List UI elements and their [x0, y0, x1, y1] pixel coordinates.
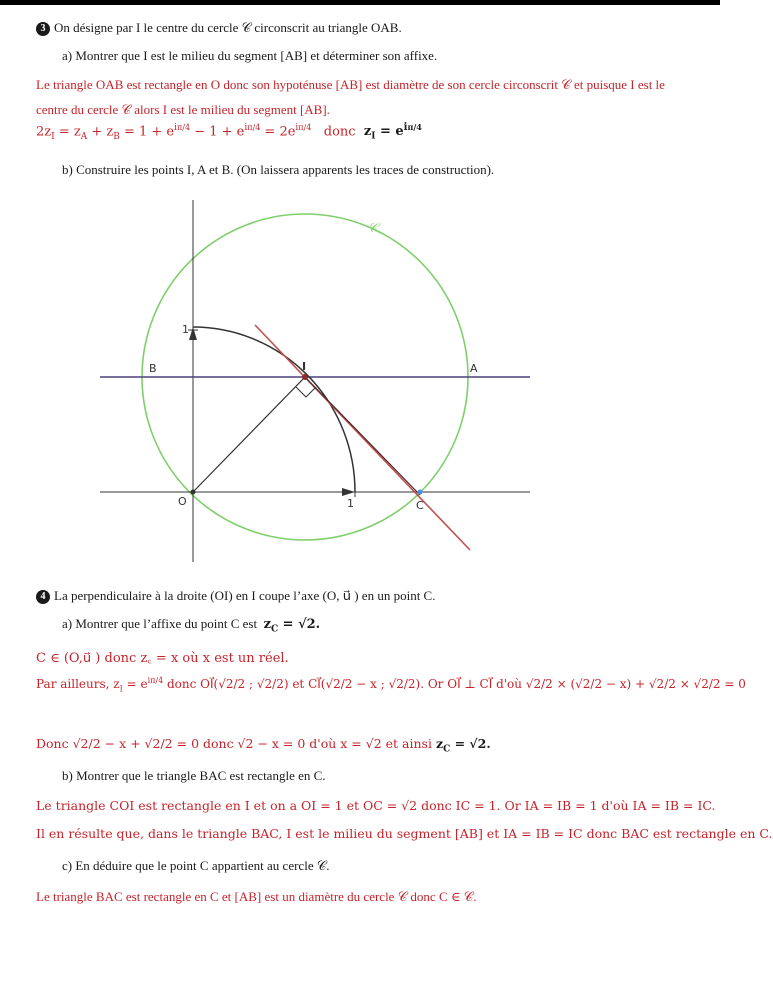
q4-badge: 4 — [36, 590, 50, 604]
label-I: I — [302, 360, 307, 373]
dou-text: d'où — [496, 677, 522, 691]
q4-donc-line: Donc √2/2 − x + √2/2 = 0 donc √2 − x = 0 d'où x = √2 et ainsi $z_C = √2$. — [36, 736, 491, 755]
par-ailleurs-text: Par ailleurs, — [36, 677, 110, 691]
donc-line-1: Donc — [36, 736, 69, 751]
q4-a-question-value: z — [263, 617, 271, 632]
donc-OI-text: donc — [167, 677, 197, 691]
q4-par-ailleurs: Par ailleurs, $z_I = e^{i\pi/4}$ donc OI⃗(√2/2 ; √2/2) et CI⃗(√2/2 − x ; √2/2). Or OI⃗ ⊥ CI⃗ d'où √2/2 × (√2/2 − x) + √2/2 × √2/2 = 0 — [36, 676, 746, 694]
et-CI-text: et — [292, 677, 305, 691]
q3-a-answer-1: Le triangle OAB est rectangle en O donc son hypoténuse [AB] est diamètre de son cercle circonscrit 𝒞 et puisque I est le — [36, 77, 665, 92]
label-y-one: 1 — [182, 323, 189, 336]
q3-badge: 3 — [36, 22, 50, 36]
q3-title — [36, 20, 402, 36]
formula-rhs: = z — [58, 124, 81, 140]
q4-a-question: a) Montrer que l’affixe du point C est $z_C = √2$. — [62, 616, 321, 635]
eq-zero-text: = 0 — [724, 677, 746, 691]
q4-c-answer: Le triangle BAC est rectangle en C et [AB] est un diamètre du cercle 𝒞 donc C ∈ 𝒞. — [36, 889, 477, 904]
formula-result: z — [363, 124, 372, 140]
label-x-one: 1 — [347, 497, 354, 510]
q4-a-question-text: a) Montrer que l’affixe du point C est — [62, 616, 258, 631]
geometry-figure — [0, 190, 720, 570]
donc-line-2: = 0 donc — [176, 736, 234, 751]
q3-b-question: b) Construire les points I, A et B. (On laissera apparents les traces de construction). — [62, 162, 495, 177]
label-O: O — [178, 495, 187, 508]
segment-IC — [305, 377, 420, 495]
q3-a-formula: $2z_I = z_A + z_B = 1 + e^{i\pi/4} - 1 + e^{i\pi/4} = 2e^{i\pi/4}$ donc $z_I = e^{i\pi/4}$ — [36, 122, 422, 142]
point-O — [191, 490, 196, 495]
x-axis-arrow — [342, 488, 355, 496]
label-B: B — [149, 362, 157, 375]
formula-lhs: 2z — [36, 124, 52, 140]
donc-line-3: d'où — [309, 736, 337, 751]
q4-b-answer-1: Le triangle COI est rectangle en I et on a OI = 1 et OC = √2 donc IC = 1. Or IA = IB = 1 d'où IA = IB = IC. — [36, 798, 716, 813]
q3-a-question: a) Montrer que I est le milieu du segment [AB] et déterminer son affixe. — [62, 48, 438, 63]
point-I — [302, 374, 308, 380]
top-border — [0, 0, 720, 5]
point-C — [418, 490, 423, 495]
q4-title-text: La perpendiculaire à la droite (OI) en I coupe l’axe (O, u⃗ ) en un point C. — [54, 588, 436, 603]
y-axis-arrow — [189, 327, 197, 340]
q4-b-answer-2: Il en résulte que, dans le triangle BAC, I est le milieu du segment [AB] et IA = IB = IC donc BAC est rectangle en C. — [36, 826, 773, 841]
label-C: C — [416, 499, 424, 512]
formula-donc: donc — [323, 124, 356, 140]
q3-title-text: On désigne par I le centre du cercle 𝒞 circonscrit au triangle OAB. — [54, 20, 402, 35]
label-A: A — [470, 362, 478, 375]
label-circle: 𝒞 — [368, 221, 378, 236]
donc-line-4: et ainsi — [385, 736, 432, 751]
or-text: Or — [427, 677, 444, 691]
perpendicular-line — [255, 325, 470, 550]
q4-c-line: C ∈ (O,u⃗ ) donc z꜀ = x où x est un réel. — [36, 651, 289, 666]
q4-title — [36, 588, 435, 604]
segment-OI — [193, 377, 305, 492]
q4-b-question: b) Montrer que le triangle BAC est rectangle en C. — [62, 768, 326, 783]
q4-c-question: c) En déduire que le point C appartient au cercle 𝒞. — [62, 858, 330, 873]
right-angle-marker — [296, 387, 316, 397]
q3-a-answer-2: centre du cercle 𝒞 alors I est le milieu du segment [AB]. — [36, 102, 330, 117]
